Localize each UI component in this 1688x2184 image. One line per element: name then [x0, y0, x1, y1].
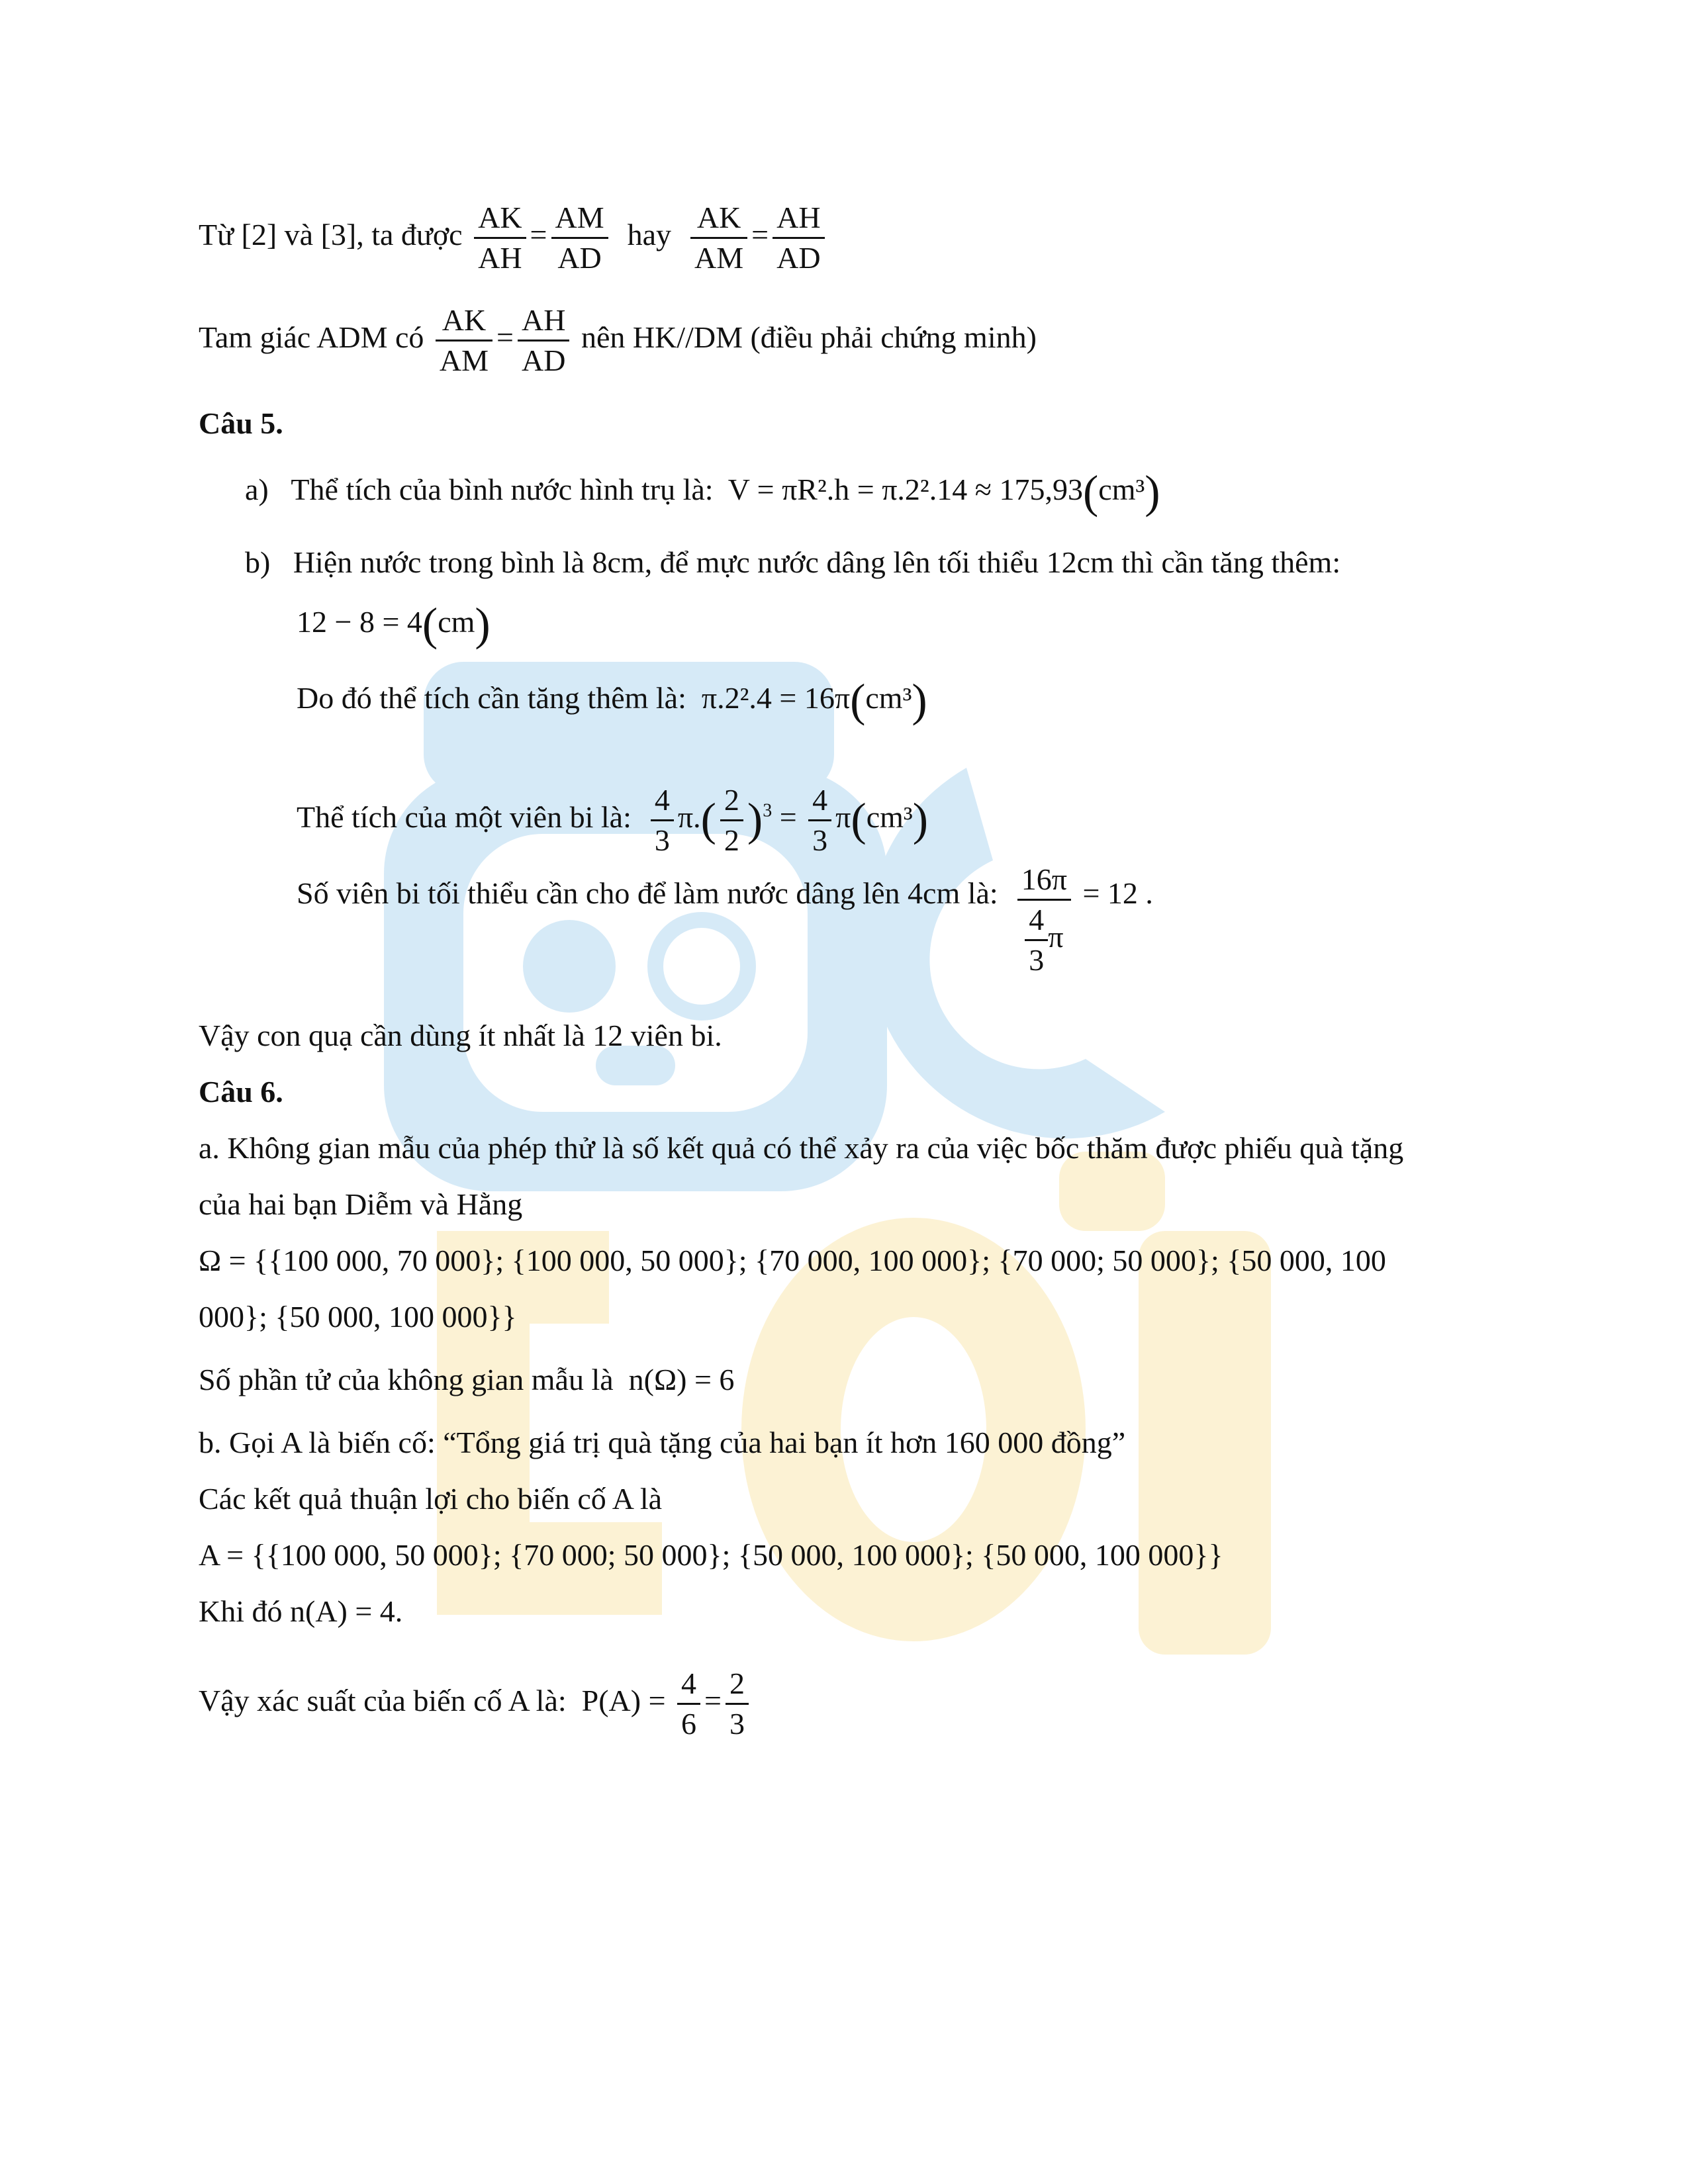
fraction-numerator: 2	[720, 781, 743, 821]
fraction-denominator: 6	[681, 1707, 697, 1741]
part-b-text: Hiện nước trong bình là 8cm, để mực nước dâng lên tối thiểu 12cm thì cần tăng thêm:	[293, 545, 1341, 579]
marble-count-text: Số viên bi tối thiểu cần cho để làm nước dâng lên 4cm là:	[297, 876, 998, 910]
volume-increase-text: Do đó thể tích cần tăng thêm là:	[297, 681, 686, 715]
part-6b-line-1: b. Gọi A là biến cố: “Tổng giá trị quà tặng của hai bạn ít hơn 160 000 đồng”	[199, 1426, 1126, 1459]
fraction-denominator: 3	[812, 823, 828, 857]
fraction-am-ad	[551, 199, 608, 277]
sample-space-line-1: Ω = {{100 000, 70 000}; {100 000, 50 000}; {70 000, 100 000}; {70 000; 50 000}; {50 000, 100	[199, 1244, 1386, 1277]
height-unit: cm	[438, 605, 475, 639]
equals-sign: =	[779, 800, 797, 835]
fraction-ak-am	[690, 199, 747, 277]
fraction-2-3	[726, 1664, 749, 1743]
ratio-line-2: Tam giác ADM có $\frac{AK}{AM}$ = $\frac{AH}{AD}$ nên HK//DM (điều phải chứng minh)	[199, 301, 1037, 380]
part-6b-line-2: Các kết quả thuận lợi cho biến cố A là	[199, 1482, 663, 1516]
fraction-numerator: AM	[551, 199, 608, 239]
conclusion-5: Vậy con quạ cần dùng ít nhất là 12 viên bi.	[199, 1019, 722, 1052]
probability-line: Vậy xác suất của biến cố A là: P(A) = $\frac{4}{6}$ = $\frac{2}{3}$	[199, 1664, 753, 1743]
probability-text: Vậy xác suất của biến cố A là:	[199, 1684, 567, 1718]
fraction-numerator: 16π	[1017, 860, 1071, 901]
question-5-heading: Câu 5.	[199, 406, 283, 440]
pi-symbol: π	[1048, 920, 1064, 954]
part-b-calc: 12 − 8 = 4(cm)	[297, 599, 491, 651]
ratio-line-1: Từ [2] và [3], ta được $\frac{AK}{AH}$ = $\frac{AM}{AD}$ hay $\frac{AK}{AM}$ = $\frac{AH}{AD}$	[199, 199, 829, 277]
fraction-ak-ah	[474, 199, 526, 277]
part-b-label: b)	[245, 545, 271, 579]
conclusion-text: nên HK//DM (điều phải chứng minh)	[581, 320, 1037, 355]
part-6a-line-1: a. Không gian mẫu của phép thử là số kết quả có thể xảy ra của việc bốc thăm được phiếu quà tặng	[199, 1131, 1404, 1165]
fraction-denominator: 3	[729, 1707, 745, 1741]
part-a-formula: V = πR².h = π.2².14 ≈ 175,93	[727, 473, 1083, 506]
marble-count-line	[297, 862, 1153, 993]
fraction-denominator: 3	[1029, 943, 1045, 977]
event-a-count: Khi đó n(A) = 4.	[199, 1594, 403, 1628]
fraction-4-3	[651, 781, 674, 860]
fraction-denominator: 2	[724, 823, 739, 857]
sample-space-size-text: Số phần tử của không gian mẫu là	[199, 1363, 614, 1396]
fraction-denominator: AD	[557, 241, 602, 275]
fraction-denominator: AD	[522, 343, 566, 377]
fraction-numerator: 4	[677, 1664, 700, 1705]
marble-volume-line: Thể tích của một viên bi là: $\frac{4}{3}$ π.( $\frac{2}{2}$ )$^3$ = $\frac{4}{3}$ π(cm³)	[297, 781, 928, 860]
fraction-denominator	[1017, 901, 1071, 979]
fraction-2-2	[720, 781, 743, 860]
fraction-numerator: AK	[436, 301, 492, 341]
part-a-unit: cm³	[1098, 473, 1145, 506]
ratio-intro: Từ [2] và [3], ta được	[199, 218, 463, 252]
marble-volume-text: Thể tích của một viên bi là:	[297, 800, 632, 835]
fraction-ah-ad	[773, 199, 824, 277]
fraction-4-6	[677, 1664, 700, 1743]
sample-space-size-line	[199, 1360, 734, 1400]
volume-increase-formula: π.2².4 = 16π	[701, 681, 851, 715]
question-6-heading: Câu 6.	[199, 1075, 283, 1109]
fraction-ah-ad-2	[518, 301, 569, 380]
fraction-numerator: 4	[808, 781, 831, 821]
sample-space-size-formula: n(Ω) = 6	[628, 1363, 735, 1396]
fraction-numerator: 2	[726, 1664, 749, 1705]
fraction-numerator: AK	[474, 199, 526, 239]
pi-dot: π.	[677, 800, 701, 835]
part-6a-line-2: của hai bạn Diễm và Hằng	[199, 1187, 523, 1221]
fraction-marble-count	[1017, 860, 1071, 979]
triangle-intro: Tam giác ADM có	[199, 320, 424, 355]
part-b-line	[245, 543, 1340, 582]
height-difference: 12 − 8 = 4	[297, 605, 422, 639]
hay-word: hay	[627, 218, 672, 252]
fraction-4-3-b	[808, 781, 831, 860]
fraction-denominator: AM	[694, 241, 744, 275]
pi-symbol: π	[835, 800, 851, 835]
fraction-numerator: 4	[651, 781, 674, 821]
part-a-label: a)	[245, 473, 269, 506]
part-a-line: a) Thể tích của bình nước hình trụ là: V = πR².h = π.2².14 ≈ 175,93(cm³)	[245, 467, 1160, 518]
fraction-numerator: 4	[1025, 901, 1048, 941]
fraction-denominator: 3	[654, 823, 670, 857]
fraction-ak-am-2	[436, 301, 492, 380]
fraction-numerator: AK	[690, 199, 747, 239]
marble-unit: cm³	[866, 800, 913, 835]
event-a-set: A = {{100 000, 50 000}; {70 000; 50 000}; {50 000, 100 000}; {50 000, 100 000}}	[199, 1538, 1223, 1572]
fraction-denominator: AD	[776, 241, 821, 275]
fraction-denominator: AM	[439, 343, 489, 377]
fraction-numerator: AH	[773, 199, 824, 239]
fraction-numerator: AH	[518, 301, 569, 341]
part-a-text: Thể tích của bình nước hình trụ là:	[291, 473, 714, 506]
marble-count-result: = 12 .	[1082, 876, 1153, 910]
fraction-denominator: AH	[478, 241, 522, 275]
fraction-4-3-c	[1025, 901, 1048, 979]
volume-increase-unit: cm³	[865, 681, 912, 715]
exponent: 3	[763, 800, 773, 821]
volume-increase-line: Do đó thể tích cần tăng thêm là: π.2².4 = 16π(cm³)	[297, 675, 927, 727]
probability-label: P(A) =	[581, 1684, 666, 1718]
sample-space-line-2: 000}; {50 000, 100 000}}	[199, 1300, 517, 1334]
